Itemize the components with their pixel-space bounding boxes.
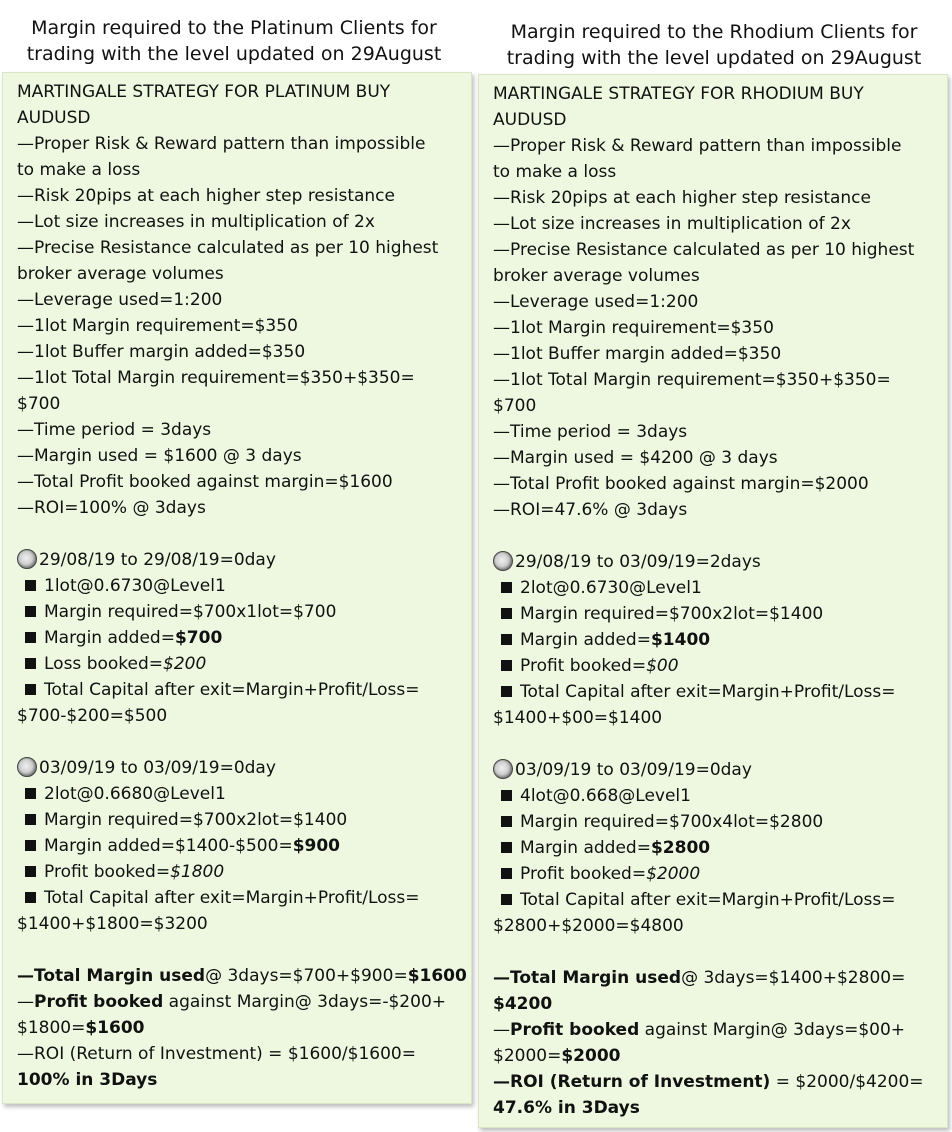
- square-bullet-icon: [25, 606, 36, 617]
- trade-block-2: 03/09/19 to 03/09/19=0day 2lot@0.6680@Level1 Margin required=$700x2lot=$1400 Margin added=$1400-$500=$900 Profit booked=$1800 Total Capital after exit=Margin+Profit/Loss= $1400+$1800=$3200: [17, 758, 420, 934]
- square-bullet-icon: [501, 842, 512, 853]
- square-bullet-icon: [501, 582, 512, 593]
- square-bullet-icon: [501, 894, 512, 905]
- summary-block: —Total Margin used@ 3days=$700+$900=$1600 —Profit booked against Margin@ 3days=-$200+ $1800=$1600 —ROI (Return of Investment) = $1600/$1600= 100% in 3Days: [17, 966, 467, 1090]
- square-bullet-icon: [25, 892, 36, 903]
- rhodium-column: [476, 0, 952, 71]
- trade-block-1: 29/08/19 to 03/09/19=2days 2lot@0.6730@Level1 Margin required=$700x2lot=$1400 Margin added=$1400 Profit booked=$00 Total Capital after exit=Margin+Profit/Loss= $1400+$00=$1400: [493, 552, 896, 728]
- radio-circle-icon: [17, 549, 37, 569]
- square-bullet-icon: [501, 790, 512, 801]
- intro-list: —Proper Risk & Reward pattern than impossible to make a loss —Risk 20pips at each higher step resistance —Lot size increases in multiplication of 2x —Precise Resistance calculated as per 10 highest broker average volumes —Leverage used=1:200 —1lot Margin requirement=$350 —1lot Buffer margin added=$350 —1lot Total Margin requirement=$350+$350= $700 —Time period = 3days —Margin used = $4200 @ 3 days —Total Profit booked against margin=$2000 —ROI=47.6% @ 3days: [493, 136, 915, 520]
- rhodium-heading: Margin required to the Rhodium Clients for trading with the level updated on 29August: [506, 21, 922, 69]
- square-bullet-icon: [501, 686, 512, 697]
- radio-circle-icon: [17, 757, 37, 777]
- square-bullet-icon: [25, 840, 36, 851]
- square-bullet-icon: [25, 814, 36, 825]
- square-bullet-icon: [501, 660, 512, 671]
- rhodium-panel: [478, 74, 948, 1128]
- square-bullet-icon: [501, 608, 512, 619]
- trade-block-2: 03/09/19 to 03/09/19=0day 4lot@0.668@Level1 Margin required=$700x4lot=$2800 Margin added=$2800 Profit booked=$2000 Total Capital after exit=Margin+Profit/Loss= $2800+$2000=$4800: [493, 760, 896, 936]
- platinum-heading: Margin required to the Platinum Clients for trading with the level updated on 29August: [26, 17, 442, 65]
- square-bullet-icon: [25, 866, 36, 877]
- radio-circle-icon: [493, 759, 513, 779]
- radio-circle-icon: [493, 551, 513, 571]
- strategy-title: MARTINGALE STRATEGY FOR RHODIUM BUY: [493, 84, 864, 104]
- summary-block: —Total Margin used@ 3days=$1400+$2800= $4200 —Profit booked against Margin@ 3days=$00+ $2000=$2000 —ROI (Return of Investment) = $2000/$4200= 47.6% in 3Days: [493, 968, 924, 1118]
- square-bullet-icon: [25, 684, 36, 695]
- platinum-panel: [2, 72, 472, 1104]
- square-bullet-icon: [501, 816, 512, 827]
- square-bullet-icon: [501, 634, 512, 645]
- square-bullet-icon: [25, 658, 36, 669]
- trade-block-1: 29/08/19 to 29/08/19=0day 1lot@0.6730@Level1 Margin required=$700x1lot=$700 Margin added=$700 Loss booked=$200 Total Capital after exit=Margin+Profit/Loss= $700-$200=$500: [17, 550, 420, 726]
- square-bullet-icon: [25, 580, 36, 591]
- square-bullet-icon: [501, 868, 512, 879]
- intro-list: —Proper Risk & Reward pattern than impossible to make a loss —Risk 20pips at each higher step resistance —Lot size increases in multiplication of 2x —Precise Resistance calculated as per 10 highest broker average volumes —Leverage used=1:200 —1lot Margin requirement=$350 —1lot Buffer margin added=$350 —1lot Total Margin requirement=$350+$350= $700 —Time period = 3days —Margin used = $1600 @ 3 days —Total Profit booked against margin=$1600 —ROI=100% @ 3days: [17, 134, 439, 518]
- strategy-title-pair: AUDUSD: [17, 108, 91, 128]
- strategy-title-pair: AUDUSD: [493, 110, 567, 130]
- square-bullet-icon: [25, 788, 36, 799]
- platinum-column: [0, 0, 468, 67]
- strategy-title: MARTINGALE STRATEGY FOR PLATINUM BUY: [17, 82, 391, 102]
- square-bullet-icon: [25, 632, 36, 643]
